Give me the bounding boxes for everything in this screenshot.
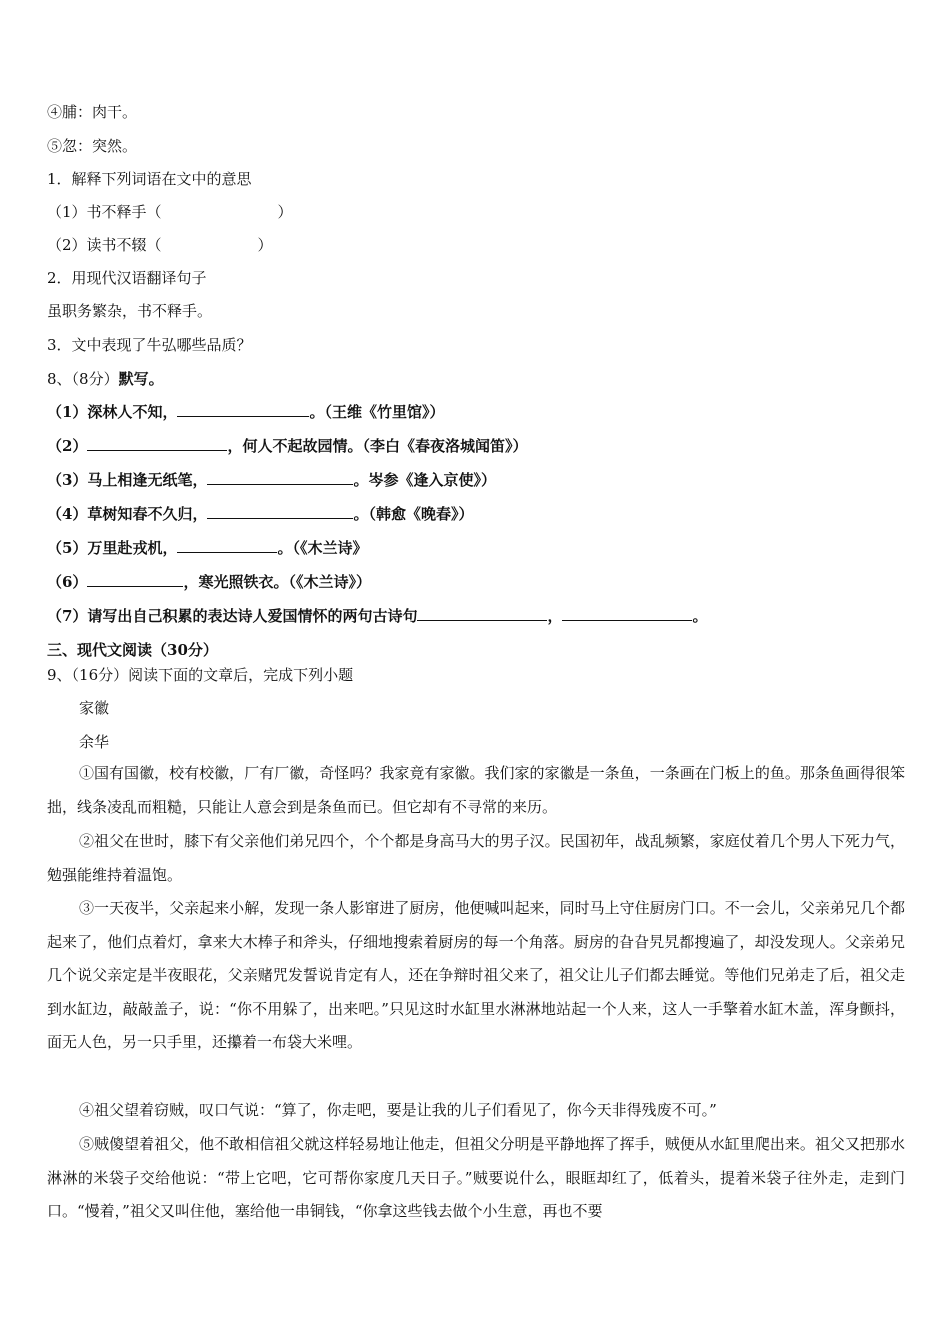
answer-blank[interactable] (417, 606, 547, 621)
answer-blank[interactable] (87, 436, 227, 451)
article-paragraph-4: ④祖父望着窃贼，叹口气说：“算了，你走吧，要是让我的儿子们看见了，你今天非得残废不可。” (79, 1101, 717, 1119)
answer-blank[interactable] (207, 470, 353, 485)
dictation-1-text-b: 。（王维《竹里馆》） (309, 403, 445, 421)
question-9-title: 9、（16分）阅读下面的文章后，完成下列小题 (47, 666, 354, 684)
dictation-item-1 (47, 402, 444, 422)
article-paragraph-3: ③一天夜半，父亲起来小解，发现一条人影窜进了厨房，他便喊叫起来，同时马上守住厨房门口。不一会儿，父亲弟兄几个都起来了，他们点着灯，拿来大木棒子和斧头，仔细地搜索着厨房的每一个角落。厨房的旮旮旯旯都搜遍了，却没发现人。父亲弟兄几个说父亲定是半夜眼花，父亲赌咒发誓说肯定有人，还在争辩时祖父来了，祖父让儿子们都去睡觉。等他们兄弟走了后，祖父走到水缸边，敲敲盖子，说：“你不用躲了，出来吧。”只见这时水缸里水淋淋地站起一个人来，这人一手擎着水缸木盖，浑身颤抖，面无人色，另一只手里，还攥着一布袋大米哩。 (47, 899, 905, 1051)
dictation-3-text-b: 。岑参《逢入京使》） (353, 471, 496, 489)
dictation-item-7 (47, 606, 707, 626)
dictation-1-text-a: （1）深林人不知， (47, 403, 178, 421)
q1-item1-suffix: ） (277, 203, 293, 221)
dictation-6-text-a: （6） (47, 573, 88, 591)
dictation-item-4 (47, 504, 473, 524)
dictation-3-text-a: （3）马上相逢无纸笔， (47, 471, 208, 489)
note-4: ④脯：肉干。 (47, 103, 138, 121)
dictation-2-text-b: ，何人不起故园情。（李白《春夜洛城闻笛》） (227, 437, 528, 455)
dictation-4-text-a: （4）草树知春不久归， (47, 505, 208, 523)
dictation-5-text-a: （5）万里赴戎机， (47, 539, 178, 557)
dictation-7-text-b: ， (547, 607, 563, 625)
article-paragraph-2: ②祖父在世时，膝下有父亲他们弟兄四个，个个都是身高马大的男子汉。民国初年，战乱频繁，家庭仗着几个男人下死力气，勉强能维持着温饱。 (47, 832, 905, 884)
dictation-7-text-a: （7）请写出自己积累的表达诗人爱国情怀的两句古诗句 (47, 607, 418, 625)
question-1-item-2 (47, 235, 273, 255)
q1-item2-prefix: （2）读书不辍（ (47, 236, 162, 254)
question-2-sentence: 虽职务繁杂，书不释手。 (47, 302, 213, 320)
question-2-title: 2．用现代汉语翻译句子 (47, 269, 207, 287)
dictation-2-text-a: （2） (47, 437, 88, 455)
q8-title-prefix: 8、（8分） (47, 370, 119, 388)
answer-blank[interactable] (207, 504, 353, 519)
dictation-4-text-b: 。（韩愈《晚春》） (353, 505, 474, 523)
q1-item1-prefix: （1）书不释手（ (47, 203, 162, 221)
q8-title-bold: 默写。 (118, 370, 164, 388)
question-8-title (47, 369, 164, 389)
section-3-title: 三、现代文阅读（30分） (47, 641, 218, 659)
question-1-item-1 (47, 202, 293, 222)
question-3-title: 3．文中表现了牛弘哪些品质？ (47, 336, 252, 354)
note-5: ⑤忽：突然。 (47, 137, 138, 155)
dictation-5-text-b: 。（《木兰诗》 (277, 539, 368, 557)
dictation-6-text-b: ，寒光照铁衣。（《木兰诗》） (183, 573, 371, 591)
dictation-item-5 (47, 538, 367, 558)
q1-item2-suffix: ） (257, 236, 273, 254)
dictation-item-3 (47, 470, 496, 490)
dictation-7-text-c: 。 (692, 607, 708, 625)
answer-blank[interactable] (177, 538, 277, 553)
dictation-item-6 (47, 572, 371, 592)
article-paragraph-5: ⑤贼傻望着祖父，他不敢相信祖父就这样轻易地让他走，但祖父分明是平静地挥了挥手，贼便从水缸里爬出来。祖父又把那水淋淋的米袋子交给他说：“带上它吧，它可帮你家度几天日子。”贼要说什么，眼眶却红了，低着头，提着米袋子往外走，走到门口。“慢着，”祖父又叫住他，塞给他一串铜钱，“你拿这些钱去做个小生意，再也不要 (47, 1135, 905, 1220)
answer-blank[interactable] (87, 572, 183, 587)
dictation-item-2 (47, 436, 527, 456)
answer-blank[interactable] (177, 402, 309, 417)
article-author: 余华 (79, 733, 110, 751)
article-title: 家徽 (79, 699, 110, 717)
article-paragraph-1: ①国有国徽，校有校徽，厂有厂徽，奇怪吗？我家竟有家徽。我们家的家徽是一条鱼，一条画在门板上的鱼。那条鱼画得很笨拙，线条凌乱而粗糙，只能让人意会到是条鱼而已。但它却有不寻常的来历。 (47, 764, 905, 816)
question-1-title: 1．解释下列词语在文中的意思 (47, 170, 252, 188)
answer-blank[interactable] (562, 606, 692, 621)
